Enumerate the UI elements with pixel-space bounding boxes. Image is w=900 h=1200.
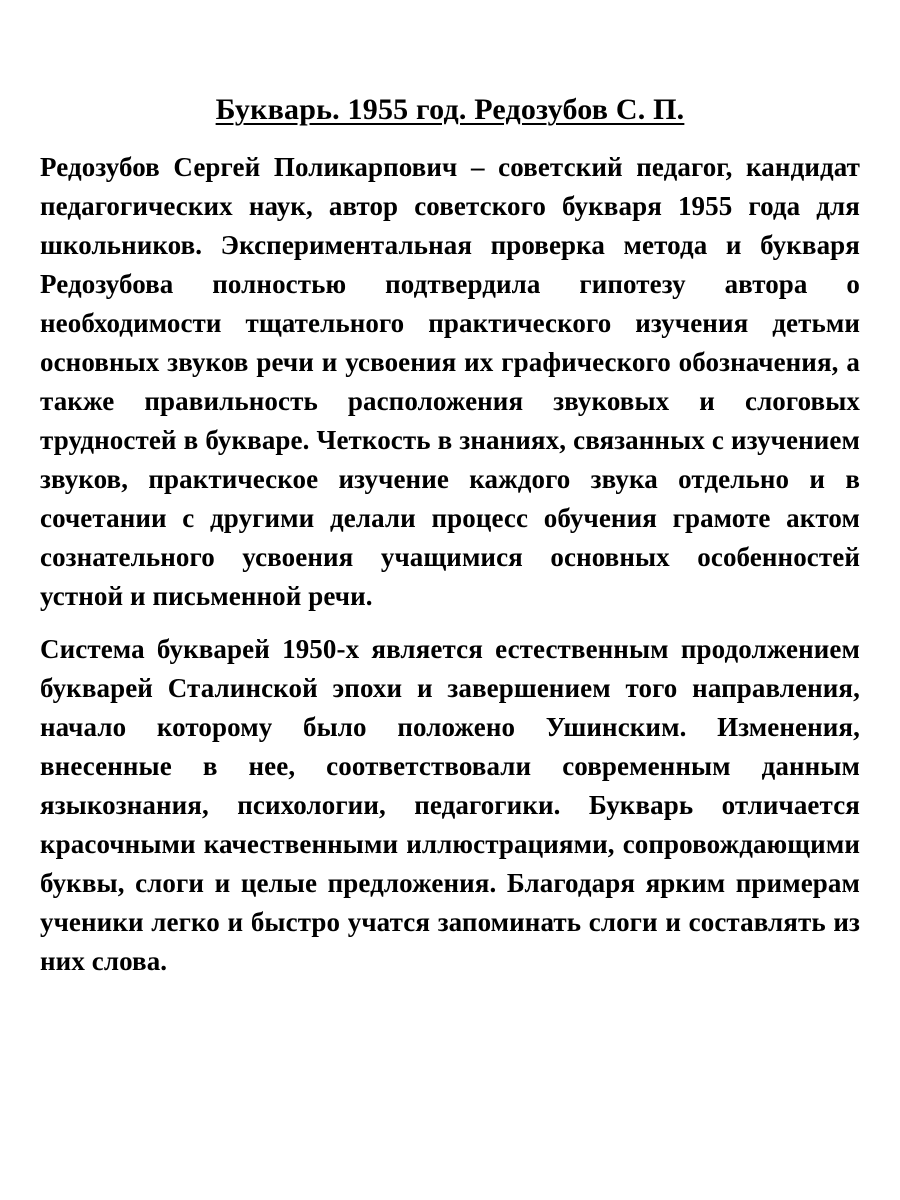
paragraph-primer-system: Система букварей 1950-х является естественным продолжением букварей Сталинской эпохи и завершением того направления, начало которому было положено Ушинским. Изменения, внесенные в нее, соответствовали современным данным языкознания, психологии, педагогики. Букварь отличается красочными качественными иллюстрациями, сопровождающими буквы, слоги и целые предложения. Благодаря ярким примерам ученики легко и быстро учатся запоминать слоги и составлять из них слова. <box>40 634 860 976</box>
document-page <box>40 90 860 981</box>
paragraph-biography: Редозубов Сергей Поликарпович – советский педагог, кандидат педагогических наук, автор советского букваря 1955 года для школьников. Экспериментальная проверка метода и букваря Редозубова полностью подтвердила гипотезу автора о необходимости тщательного практического изучения детьми основных звуков речи и усвоения их графического обозначения, а также правильность расположения звуковых и слоговых трудностей в букваре. Четкость в знаниях, связанных с изучением звуков, практическое изучение каждого звука отдельно и в сочетании с другими делали процесс обучения грамоте актом сознательного усвоения учащимися основных особенностей устной и письменной речи. <box>40 152 860 611</box>
document-title: Букварь. 1955 год. Редозубов С. П. <box>215 93 685 126</box>
